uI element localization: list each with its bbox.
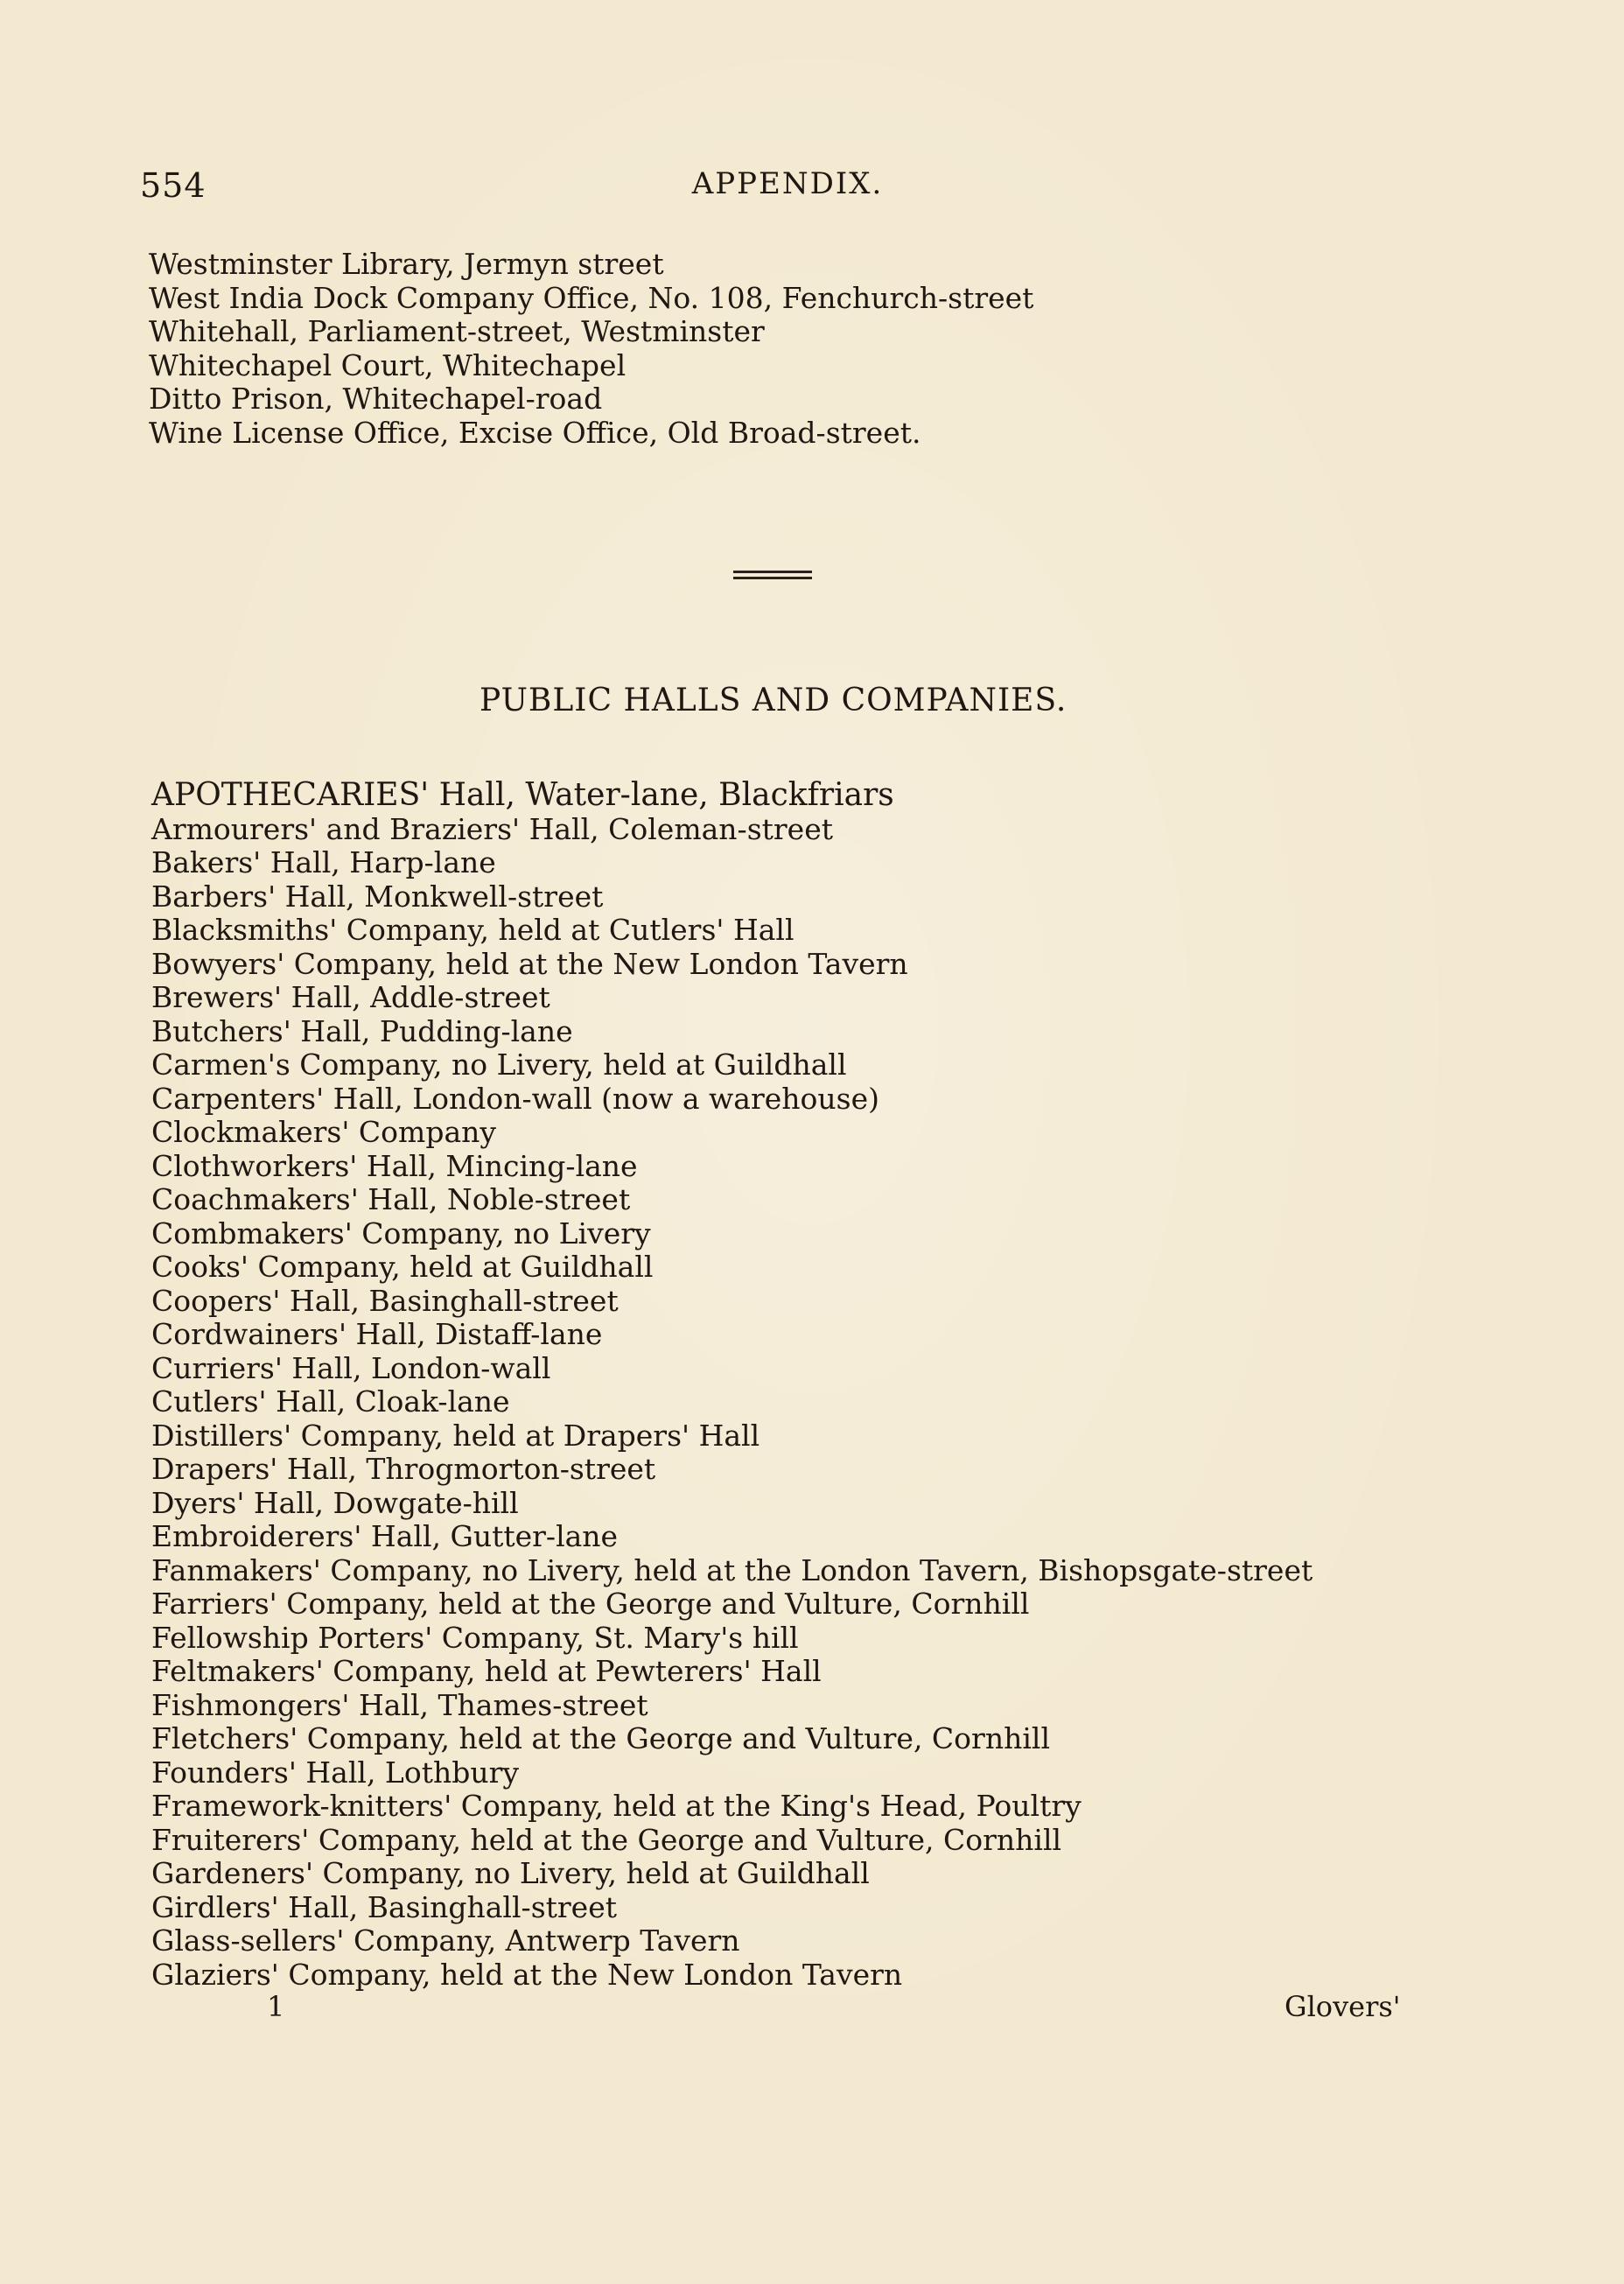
list-item: Clockmakers' Company	[151, 1115, 497, 1149]
list-item: Farriers' Company, held at the George and Vulture, Cornhill	[151, 1587, 1030, 1621]
list-item: Whitechapel Court, Whitechapel	[149, 347, 626, 382]
list-item: Drapers' Hall, Throgmorton-street	[151, 1452, 656, 1486]
catchword: Glovers'	[1284, 1990, 1401, 2023]
halls-entry-list	[151, 779, 1312, 1992]
list-item: Fruiterers' Company, held at the George and Vulture, Cornhill	[151, 1822, 1062, 1857]
list-item: Armourers' and Braziers' Hall, Coleman-street	[151, 811, 833, 846]
list-item: Distillers' Company, held at Drapers' Hall	[151, 1418, 760, 1453]
list-item: Combmakers' Company, no Livery	[151, 1216, 651, 1251]
section-title: PUBLIC HALLS AND COMPANIES.	[480, 683, 1068, 718]
list-item: Carmen's Company, no Livery, held at Guildhall	[151, 1047, 847, 1082]
list-item: Glaziers' Company, held at the New London Tavern	[151, 1957, 903, 1992]
list-item: Coachmakers' Hall, Noble-street	[151, 1182, 631, 1216]
list-item: Clothworkers' Hall, Mincing-lane	[151, 1148, 638, 1183]
list-item: Ditto Prison, Whitechapel-road	[149, 382, 603, 416]
list-item: Fishmongers' Hall, Thames-street	[151, 1687, 648, 1722]
list-item: Bakers' Hall, Harp-lane	[151, 845, 496, 879]
list-item: Carpenters' Hall, London-wall (now a warehouse)	[151, 1081, 879, 1116]
list-item: Embroiderers' Hall, Gutter-lane	[151, 1519, 619, 1553]
signature-mark: 1	[267, 1990, 285, 2023]
running-head: APPENDIX.	[691, 166, 884, 201]
list-item: Barbers' Hall, Monkwell-street	[151, 879, 604, 914]
list-item: Cutlers' Hall, Cloak-lane	[151, 1384, 510, 1419]
list-item: Framework-knitters' Company, held at the King's Head, Poultry	[151, 1789, 1082, 1823]
list-item: West India Dock Company Office, No. 108, Fenchurch-street	[149, 280, 1034, 315]
list-item: Fellowship Porters' Company, St. Mary's hill	[151, 1620, 799, 1655]
list-item: Fletchers' Company, held at the George and Vulture, Cornhill	[151, 1721, 1050, 1755]
list-item: APOTHECARIES' Hall, Water-lane, Blackfriars	[151, 777, 894, 813]
list-item: Cooks' Company, held at Guildhall	[151, 1250, 654, 1284]
top-entry-list	[149, 248, 1033, 450]
list-item: Feltmakers' Company, held at Pewterers' Hall	[151, 1654, 822, 1688]
list-item: Coopers' Hall, Basinghall-street	[151, 1283, 619, 1318]
double-rule-divider	[733, 571, 812, 579]
list-item: Gardeners' Company, no Livery, held at Guildhall	[151, 1856, 870, 1890]
list-item: Curriers' Hall, London-wall	[151, 1350, 551, 1385]
page-header	[140, 166, 1488, 219]
list-item: Cordwainers' Hall, Distaff-lane	[151, 1317, 603, 1351]
list-item: Fanmakers' Company, no Livery, held at the London Tavern, Bishopsgate-street	[151, 1552, 1313, 1587]
list-item: Westminster Library, Jermyn street	[149, 247, 664, 281]
list-item: Bowyers' Company, held at the New London Tavern	[151, 946, 908, 981]
list-item: Wine License Office, Excise Office, Old Broad-street.	[149, 415, 921, 450]
list-item: Blacksmiths' Company, held at Cutlers' Hall	[151, 913, 794, 947]
list-item: Girdlers' Hall, Basinghall-street	[151, 1889, 617, 1924]
list-item: Glass-sellers' Company, Antwerp Tavern	[151, 1923, 740, 1958]
list-item: Founders' Hall, Lothbury	[151, 1755, 520, 1790]
list-item: Dyers' Hall, Dowgate-hill	[151, 1485, 519, 1520]
list-item: Butchers' Hall, Pudding-lane	[151, 1013, 573, 1048]
list-item: Brewers' Hall, Addle-street	[151, 980, 550, 1014]
page-number: 554	[140, 166, 206, 205]
list-item: Whitehall, Parliament-street, Westminster	[149, 314, 765, 348]
